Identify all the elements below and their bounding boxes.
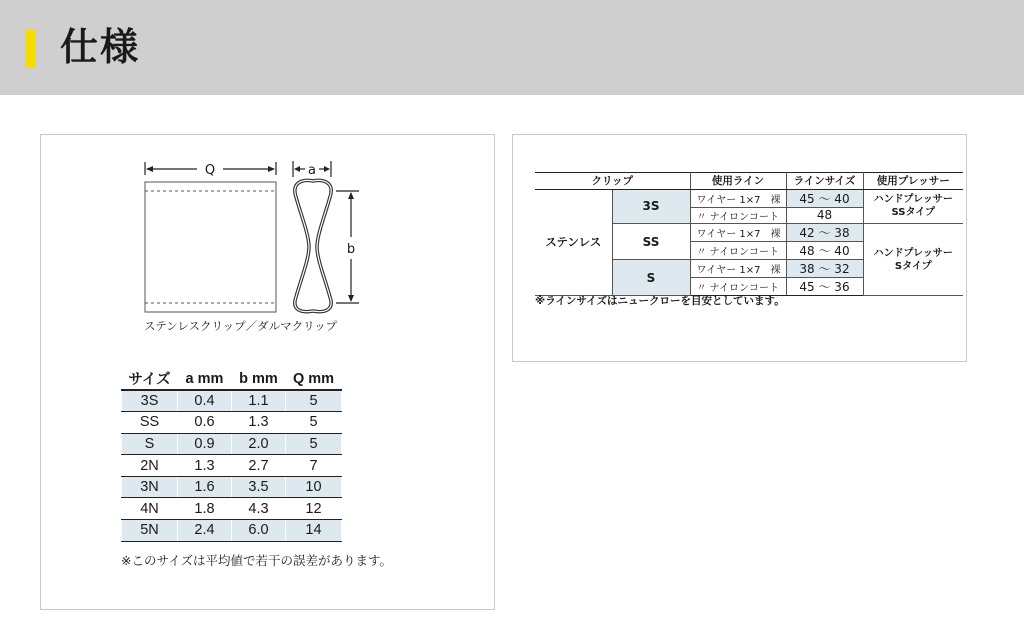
table-cell: 3.5 (232, 476, 286, 498)
clip-header-cell: 使用ライン (690, 173, 786, 190)
line-type-cell: 〃 ナイロンコート (690, 242, 786, 260)
line-size-cell: 45 ～ 40 (786, 189, 863, 207)
table-cell: 2.7 (232, 455, 286, 477)
table-cell: 0.9 (178, 433, 232, 455)
size-header-cell: b mm (232, 368, 286, 390)
table-cell: 5N (122, 520, 178, 542)
table-cell: 5 (286, 433, 342, 455)
table-cell: 6.0 (232, 520, 286, 542)
table-cell: 0.4 (178, 390, 232, 412)
table-cell: 1.1 (232, 390, 286, 412)
table-row (122, 520, 342, 542)
line-type-cell: 〃 ナイロンコート (690, 207, 786, 224)
size-header-cell: サイズ (122, 368, 178, 390)
table-cell: 2.4 (178, 520, 232, 542)
table-cell: 1.6 (178, 476, 232, 498)
line-size-cell: 38 ～ 32 (786, 260, 863, 278)
table-cell: 12 (286, 498, 342, 520)
table-cell: 2.0 (232, 433, 286, 455)
table-cell: 14 (286, 520, 342, 542)
table-cell: 1.3 (178, 455, 232, 477)
dimension-b-label: b (346, 242, 356, 257)
size-table (121, 368, 342, 542)
diagram-caption: ステンレスクリップ／ダルマクリップ (144, 319, 338, 333)
clip-header-cell: ラインサイズ (786, 173, 863, 190)
header-accent-bar (25, 30, 36, 68)
presser-cell (863, 224, 963, 296)
clip-size-cell: SS (612, 224, 690, 260)
table-cell: SS (122, 412, 178, 434)
line-size-cell: 48 ～ 40 (786, 242, 863, 260)
presser-cell (863, 189, 963, 224)
table-cell: 7 (286, 455, 342, 477)
clip-table-header (535, 173, 963, 190)
table-row (122, 476, 342, 498)
presser-type: Sタイプ (894, 260, 932, 272)
table-cell: 5 (286, 412, 342, 434)
table-cell: 4.3 (232, 498, 286, 520)
size-table-header (122, 368, 342, 390)
line-type-cell: ワイヤー 1×7 裸 (690, 189, 786, 207)
line-compat-panel (512, 134, 967, 362)
clip-compat-table (535, 172, 963, 296)
presser-name: ハンドプレッサー (873, 247, 953, 259)
table-cell: 1.8 (178, 498, 232, 520)
table-row (122, 433, 342, 455)
table-cell: 3N (122, 476, 178, 498)
line-type-cell: ワイヤー 1×7 裸 (690, 224, 786, 242)
line-size-cell: 45 ～ 36 (786, 278, 863, 296)
table-cell: 4N (122, 498, 178, 520)
table-cell: S (122, 433, 178, 455)
table-cell: 5 (286, 390, 342, 412)
table-row (122, 498, 342, 520)
page-header (0, 0, 1024, 95)
clip-header-cell: クリップ (535, 173, 690, 190)
table-cell: 10 (286, 476, 342, 498)
clip-diagram (41, 135, 496, 335)
table-row (122, 412, 342, 434)
line-type-cell: 〃 ナイロンコート (690, 278, 786, 296)
page-title: 仕様 (60, 25, 141, 69)
dimension-q-label: Q (204, 163, 216, 178)
presser-name: ハンドプレッサー (873, 194, 953, 206)
size-table-note: ※このサイズは平均値で若干の誤差があります。 (121, 553, 392, 568)
dimension-a-label: a (308, 163, 316, 178)
line-size-cell: 48 (786, 207, 863, 224)
table-cell: 1.3 (232, 412, 286, 434)
clip-spec-panel (40, 134, 495, 610)
clip-table-note: ※ラインサイズはニュークローを目安としています。 (535, 295, 785, 307)
table-row (122, 390, 342, 412)
presser-type: SSタイプ (891, 207, 935, 219)
clip-size-cell: S (612, 260, 690, 296)
line-type-cell: ワイヤー 1×7 裸 (690, 260, 786, 278)
table-cell: 0.6 (178, 412, 232, 434)
material-cell: ステンレス (535, 189, 612, 296)
table-row (122, 455, 342, 477)
table-cell: 3S (122, 390, 178, 412)
clip-header-cell: 使用プレッサー (863, 173, 963, 190)
size-header-cell: Q mm (286, 368, 342, 390)
clip-size-cell: 3S (612, 189, 690, 224)
size-header-cell: a mm (178, 368, 232, 390)
line-size-cell: 42 ～ 38 (786, 224, 863, 242)
table-cell: 2N (122, 455, 178, 477)
table-row (535, 189, 963, 207)
